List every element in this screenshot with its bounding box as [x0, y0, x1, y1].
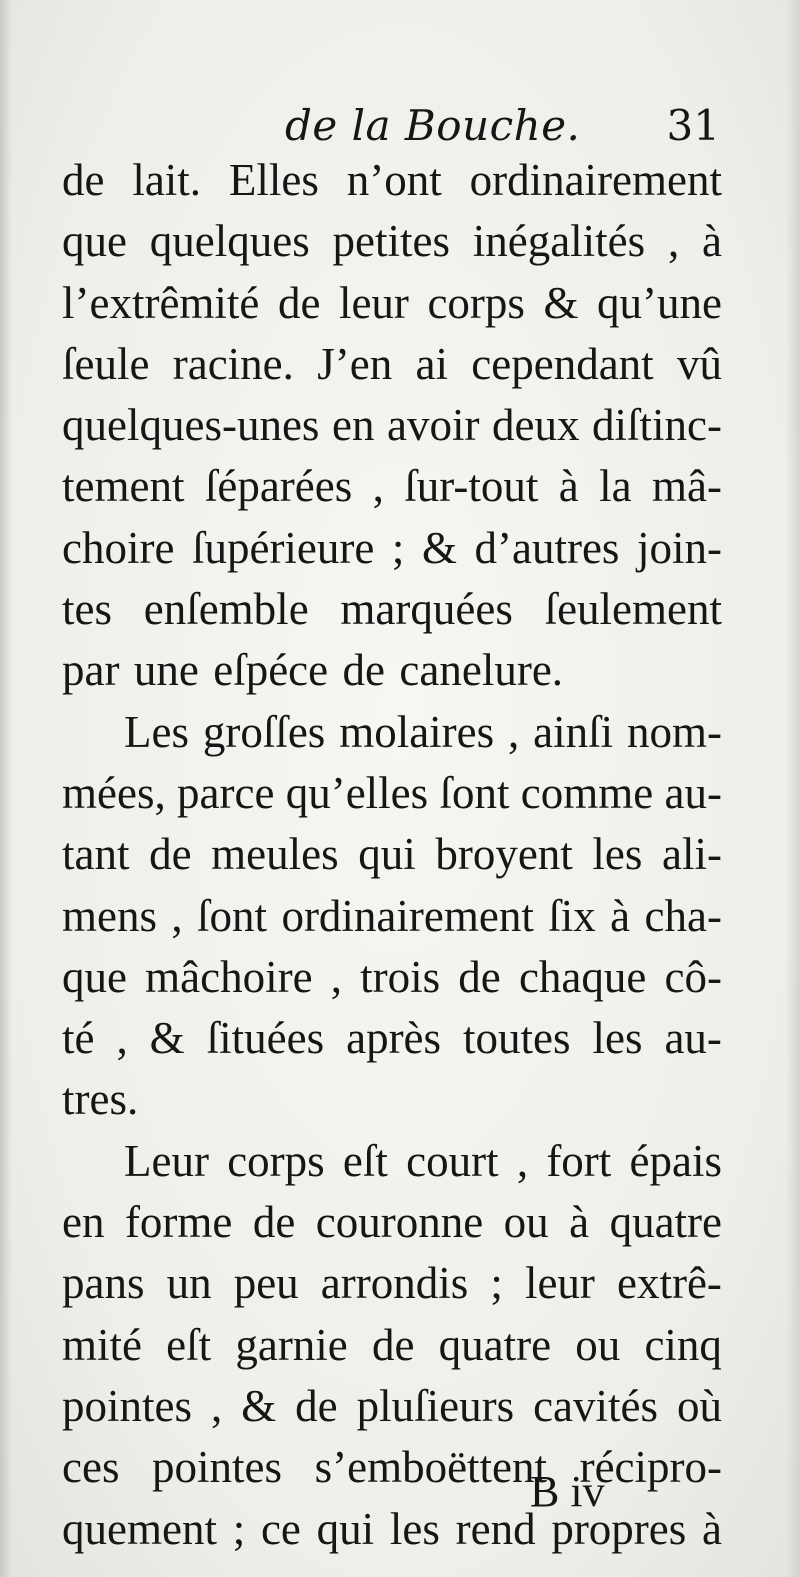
word: récipro-: [579, 1442, 722, 1493]
word: &: [543, 277, 579, 328]
signature-mark: B iv: [530, 1467, 605, 1516]
word: groſſes: [202, 706, 326, 757]
word: canelure.: [399, 645, 564, 696]
word: parce: [177, 767, 275, 818]
word: ce: [260, 1503, 301, 1554]
word: ou: [503, 1197, 549, 1248]
word: mâchoire: [145, 951, 313, 1002]
word: une: [133, 645, 199, 696]
text-line: [62, 273, 722, 334]
word: de: [371, 1319, 415, 1370]
word: cependant: [471, 338, 654, 389]
word: qu’elles: [285, 767, 429, 818]
word: ,: [116, 1013, 128, 1064]
word: ;: [391, 522, 405, 573]
word: tes: [62, 584, 112, 635]
word: ,: [171, 890, 183, 941]
word: meules: [211, 829, 339, 880]
word: propres: [551, 1503, 687, 1554]
word: corps: [227, 1135, 325, 1186]
word: eſt: [342, 1135, 388, 1186]
word: tres.: [62, 1074, 139, 1125]
word: pointes: [62, 1380, 192, 1431]
word: quatre: [438, 1319, 552, 1370]
word: au-: [664, 767, 722, 818]
word: cavités: [533, 1380, 659, 1431]
word: avoir: [386, 400, 480, 451]
word: extrê-: [617, 1258, 722, 1309]
word: de: [62, 155, 105, 205]
word: Les: [124, 706, 189, 757]
word: diſtinc-: [592, 400, 722, 451]
word: ſont: [439, 767, 510, 818]
text-line: [62, 1437, 722, 1498]
word: nom-: [626, 706, 722, 757]
word: à: [569, 1197, 590, 1248]
word: un: [166, 1258, 212, 1309]
word: forme: [124, 1197, 233, 1248]
word: pluſieurs: [356, 1380, 515, 1431]
word: ,: [508, 706, 520, 757]
word: quement: [62, 1503, 217, 1554]
text-line: [62, 211, 722, 272]
text-line: [62, 395, 722, 456]
word: pointes: [152, 1442, 283, 1493]
word: arrondis: [320, 1258, 469, 1309]
word: quelques: [149, 216, 310, 267]
word: ;: [232, 1503, 246, 1554]
word: broyent: [435, 829, 573, 880]
word: couronne: [315, 1197, 484, 1248]
word: mâ-: [652, 461, 722, 512]
word: garnie: [235, 1319, 348, 1370]
word: à: [701, 216, 722, 267]
word: racine.: [172, 338, 294, 389]
text-line: [62, 150, 722, 211]
text-line: [62, 1192, 722, 1253]
text-line: [62, 518, 722, 579]
word: inégalités: [472, 216, 646, 267]
word: au-: [664, 1013, 722, 1064]
word: la: [599, 461, 632, 512]
text-line: [62, 1376, 722, 1437]
text-line: [62, 1499, 722, 1560]
word: toutes: [463, 1013, 571, 1064]
word: où: [676, 1380, 722, 1431]
word: &: [421, 522, 457, 573]
word: ,: [667, 216, 680, 267]
word: vû: [676, 338, 722, 389]
word: leur: [524, 1258, 595, 1309]
word: lait.: [132, 155, 202, 205]
word: qui: [358, 829, 416, 880]
word: tement: [62, 461, 185, 512]
word: J’en: [317, 338, 393, 389]
word: de: [458, 951, 501, 1002]
word: &: [241, 1380, 277, 1431]
word: &: [149, 1013, 185, 1064]
text-line: [62, 824, 722, 885]
word: ſur-tout: [404, 461, 539, 512]
word: eſt: [166, 1319, 212, 1370]
word: ,: [516, 1135, 529, 1186]
word: molaires: [339, 706, 495, 757]
page-edge-shadow-left: [0, 0, 12, 1577]
word: quatre: [609, 1197, 722, 1248]
word: d’autres: [474, 522, 620, 573]
word: chaque: [518, 951, 647, 1002]
word: marquées: [340, 584, 513, 635]
word: ou: [575, 1319, 621, 1370]
text-line: [62, 579, 722, 640]
text-line: [62, 456, 722, 517]
text-line: [62, 1315, 722, 1376]
word: ainſi: [533, 706, 614, 757]
text-line: [62, 1253, 722, 1314]
word: ſont: [197, 890, 268, 941]
word: ai: [415, 338, 448, 389]
word: quelques-unes: [62, 400, 320, 451]
word: leur: [338, 277, 409, 328]
text-line: [62, 1131, 722, 1192]
word: ſix: [548, 890, 596, 941]
word: petites: [332, 216, 450, 267]
word: de: [149, 829, 192, 880]
word: cô-: [664, 951, 722, 1002]
word: eſpéce: [213, 645, 329, 696]
word: fort: [546, 1135, 612, 1186]
page-edge-shadow-right: [786, 0, 800, 1577]
word: ſeule: [62, 338, 150, 389]
word: court: [406, 1135, 499, 1186]
word: ,: [210, 1380, 223, 1431]
word: qui: [316, 1503, 375, 1554]
word: qu’une: [597, 277, 722, 328]
word: rend: [455, 1503, 536, 1554]
word: Elles: [228, 155, 319, 205]
word: cha-: [644, 890, 722, 941]
word: à: [558, 461, 579, 512]
word: ces: [62, 1442, 120, 1493]
word: les: [592, 1013, 643, 1064]
word: ali-: [661, 829, 722, 880]
word: mées,: [62, 767, 166, 818]
word: s’emboëttent: [314, 1442, 548, 1493]
word: les: [592, 829, 643, 880]
text-line: [62, 886, 722, 947]
word: épais: [629, 1135, 722, 1186]
word: l’extrêmité: [62, 277, 260, 328]
word: les: [389, 1503, 440, 1554]
word: comme: [520, 767, 654, 818]
word: ,: [330, 951, 342, 1002]
word: pans: [62, 1258, 145, 1309]
page-number: 31: [666, 101, 720, 150]
running-title: de la Bouche.: [285, 101, 581, 150]
word: té: [62, 1013, 95, 1064]
word: que: [62, 216, 127, 267]
text-line: [62, 334, 722, 395]
word: tant: [62, 829, 130, 880]
word: enſemble: [143, 584, 309, 635]
text-line: [62, 1069, 722, 1130]
word: de: [342, 645, 386, 696]
word: ſéparées: [204, 461, 353, 512]
word: join-: [636, 522, 722, 573]
word: mens: [62, 890, 157, 941]
word: de: [277, 277, 321, 328]
word: en: [62, 1197, 105, 1248]
word: mité: [62, 1319, 142, 1370]
word: ,: [372, 461, 384, 512]
word: de: [252, 1197, 296, 1248]
word: ordinairement: [469, 155, 722, 205]
word: Leur: [124, 1135, 209, 1186]
word: n’ont: [346, 155, 442, 205]
word: corps: [427, 277, 525, 328]
word: en: [331, 400, 375, 451]
text-line: [62, 1008, 722, 1069]
word: de: [295, 1380, 338, 1431]
word: ordinairement: [281, 890, 534, 941]
running-head: [70, 96, 720, 156]
word: par: [62, 645, 120, 696]
word: ;: [490, 1258, 503, 1309]
text-line: [62, 763, 722, 824]
word: ſeulement: [544, 584, 722, 635]
word: choire: [62, 522, 175, 573]
word: cinq: [644, 1319, 722, 1370]
body-text: [62, 150, 722, 1560]
word: deux: [491, 400, 580, 451]
word: après: [346, 1013, 442, 1064]
text-line: [62, 640, 722, 701]
word: à: [610, 890, 631, 941]
text-line: [62, 702, 722, 763]
word: à: [702, 1503, 722, 1554]
word: ſituées: [206, 1013, 325, 1064]
word: peu: [233, 1258, 299, 1309]
word: ſupérieure: [191, 522, 375, 573]
text-line: [62, 947, 722, 1008]
word: trois: [360, 951, 441, 1002]
word: que: [62, 951, 127, 1002]
